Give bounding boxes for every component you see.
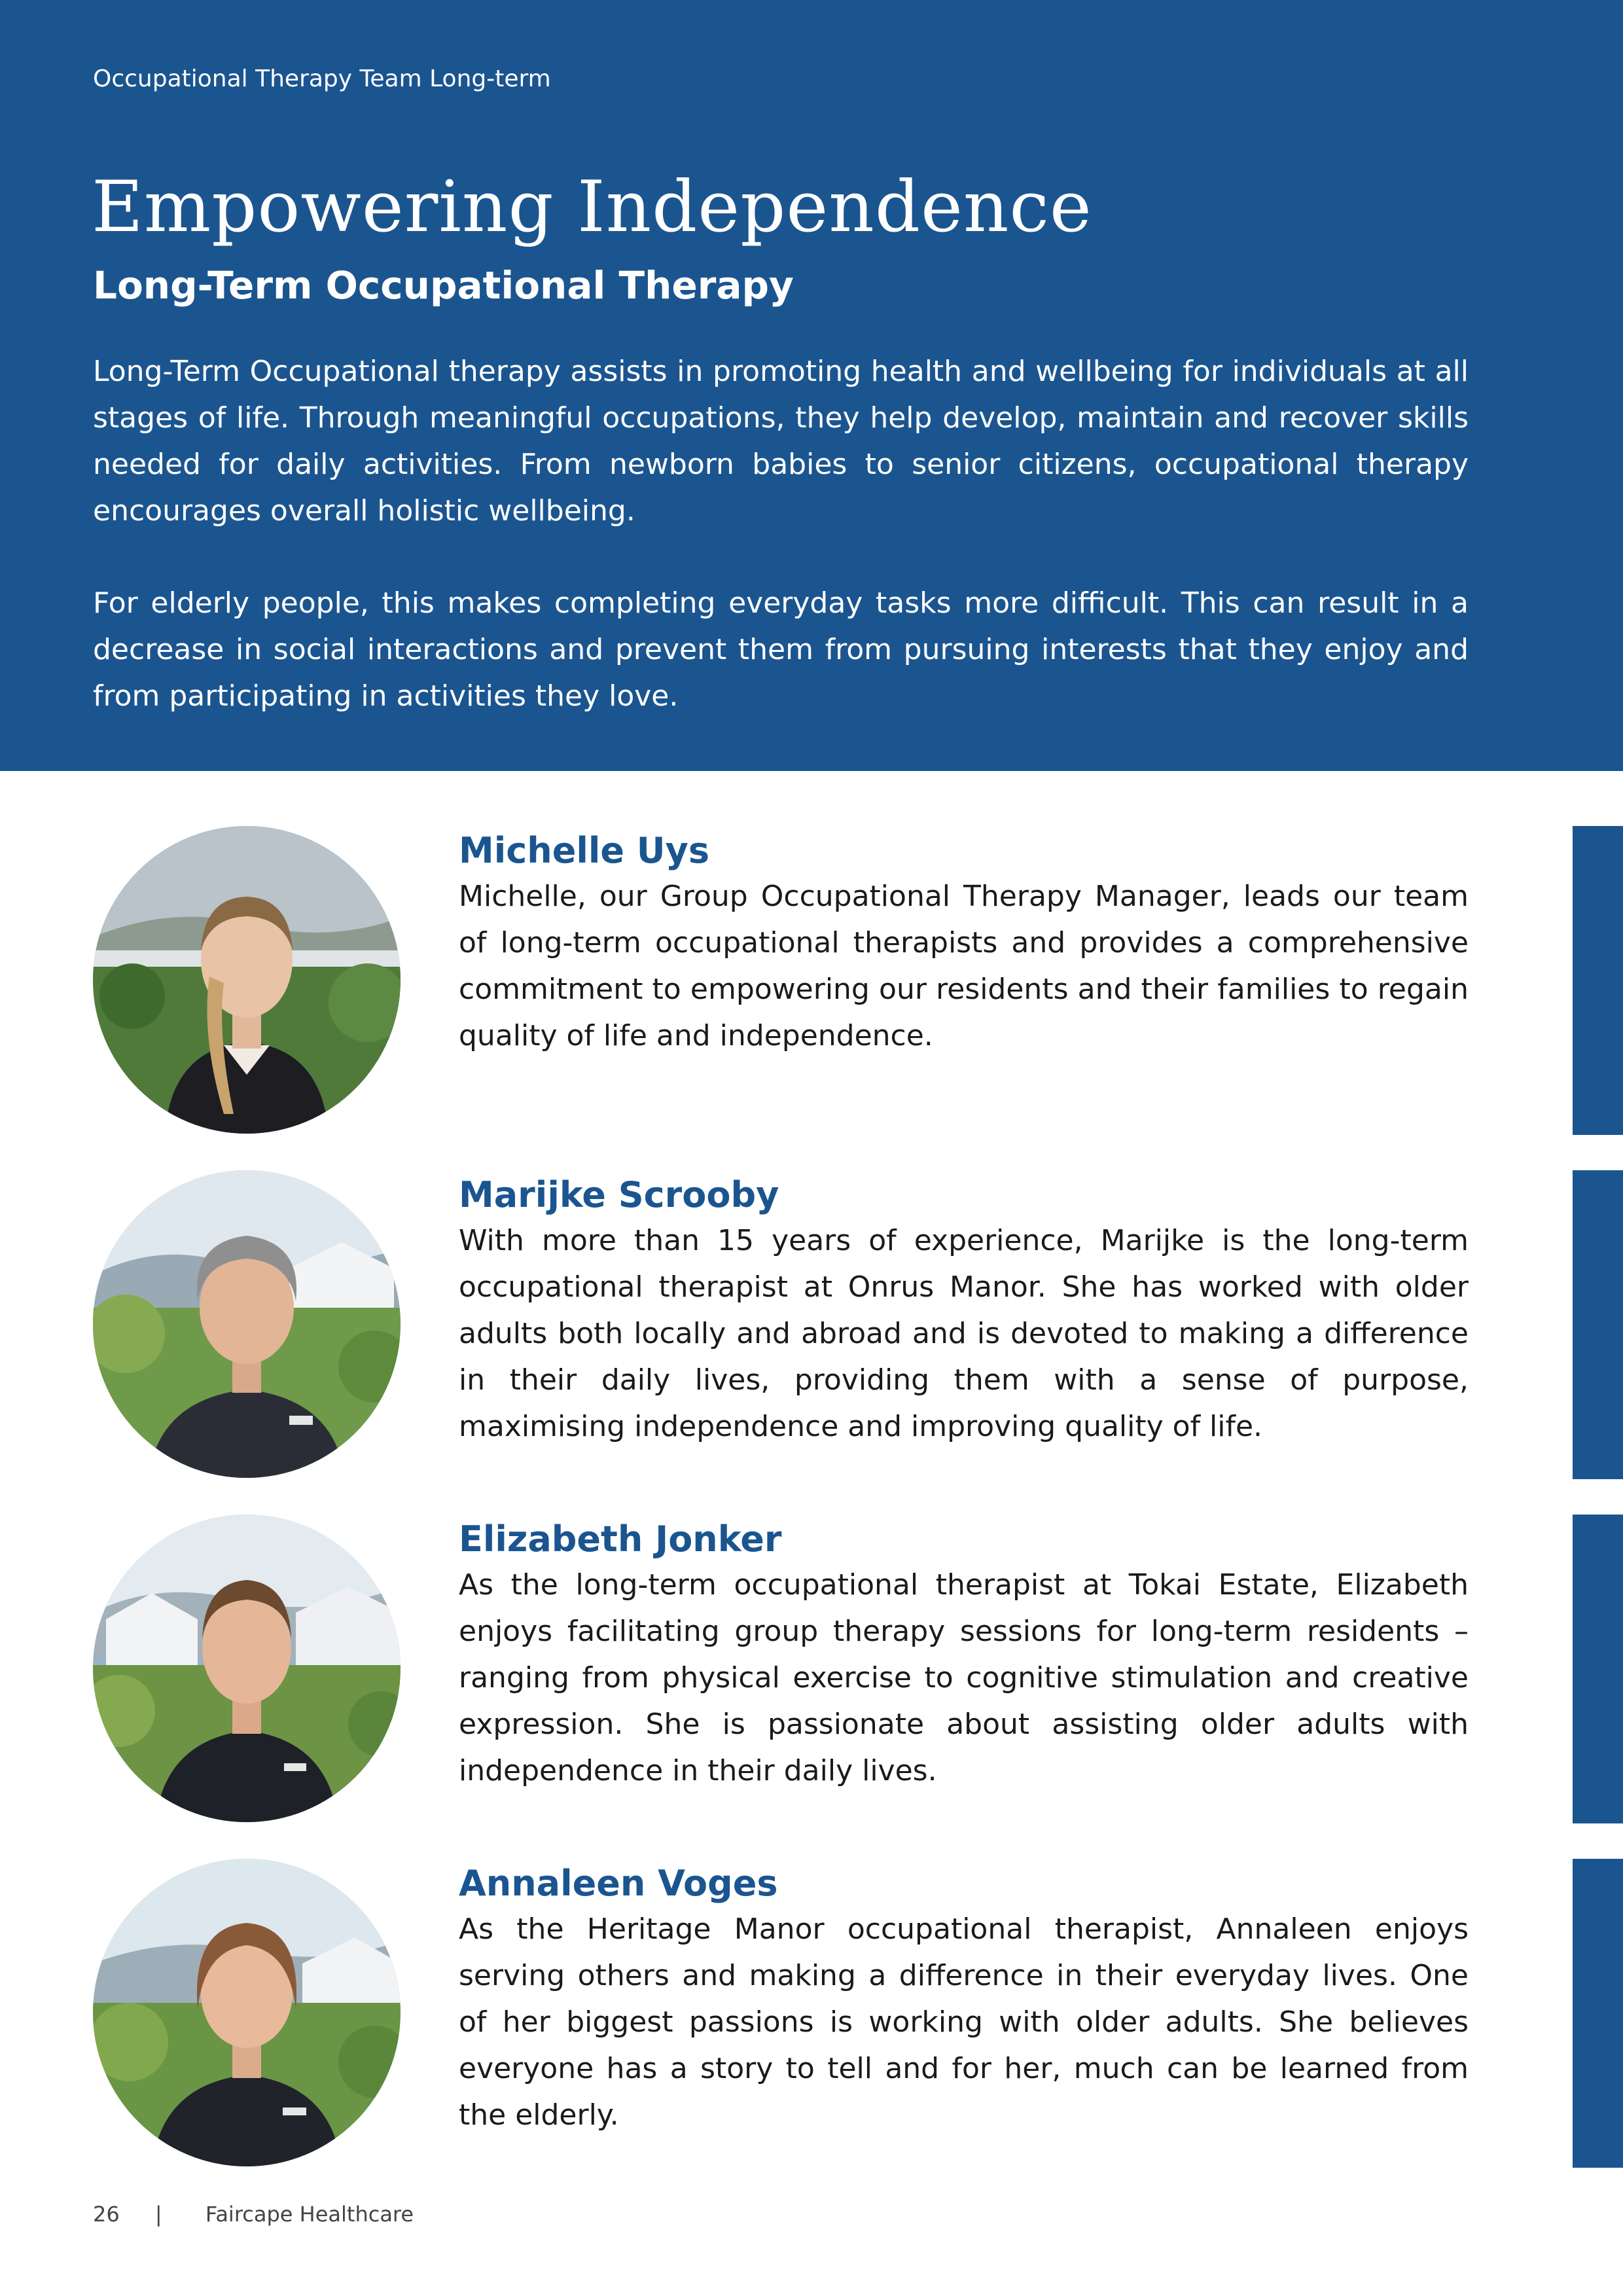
footer-separator: | [154, 2202, 162, 2227]
team-member-card [0, 826, 1623, 1135]
team-member-card [0, 1515, 1623, 1823]
team-member-photo [93, 826, 401, 1134]
team-member-card [0, 1170, 1623, 1479]
page-number: 26 [93, 2202, 120, 2227]
side-tab-marker [1573, 1859, 1623, 2168]
team-member-name: Elizabeth Jonker [459, 1518, 782, 1560]
team-member-photo [93, 1859, 401, 2166]
page-subtitle: Long-Term Occupational Therapy [93, 263, 794, 308]
team-member-name: Annaleen Voges [459, 1863, 778, 1904]
side-tab-marker [1573, 826, 1623, 1135]
side-tab-marker [1573, 1170, 1623, 1479]
team-member-bio: As the long-term occupational therapist at Tokai Estate, Elizabeth enjoys facilitating group therapy sessions for long-term residents – ranging from physical exercise to cognitive stimulation and creative expression. She is passionate about assisting older adults with independence in their daily lives. [459, 1568, 1469, 1787]
team-member-bio: Michelle, our Group Occupational Therapy Manager, leads our team of long-term occupational therapists and provides a comprehensive commitment to empowering our residents and their families to regain quality of life and independence. [459, 880, 1469, 1052]
header-banner [0, 0, 1623, 771]
footer-organization: Faircape Healthcare [205, 2202, 414, 2227]
page-footer [93, 2202, 414, 2227]
section-eyebrow: Occupational Therapy Team Long-term [93, 65, 551, 92]
side-tab-marker [1573, 1515, 1623, 1823]
intro-paragraph: For elderly people, this makes completing everyday tasks more difficult. This can result in a decrease in social interactions and prevent them from pursuing interests that they enjoy and from participating in activities they love. [93, 586, 1469, 713]
team-member-bio: As the Heritage Manor occupational therapist, Annaleen enjoys serving others and making a difference in their everyday lives. One of her biggest passions is working with older adults. She believes everyone has a story to tell and for her, much can be learned from the elderly. [459, 1912, 1469, 2132]
team-member-photo [93, 1170, 401, 1478]
team-member-name: Michelle Uys [459, 830, 709, 871]
intro-paragraph: Long-Term Occupational therapy assists in promoting health and wellbeing for individuals at all stages of life. Through meaningful occupations, they help develop, maintain and recover skills needed for daily activities. From newborn babies to senior citizens, occupational therapy encourages overall holistic wellbeing. [93, 355, 1469, 528]
page-title: Empowering Independence [92, 166, 1092, 248]
team-member-name: Marijke Scrooby [459, 1174, 779, 1215]
team-member-bio: With more than 15 years of experience, Marijke is the long-term occupational therapist at Onrus Manor. She has worked with older adults both locally and abroad and is devoted to making a difference in their daily lives, providing them with a sense of purpose, maximising independence and improving quality of life. [459, 1224, 1469, 1443]
team-member-photo [93, 1515, 401, 1822]
team-member-card [0, 1859, 1623, 2168]
